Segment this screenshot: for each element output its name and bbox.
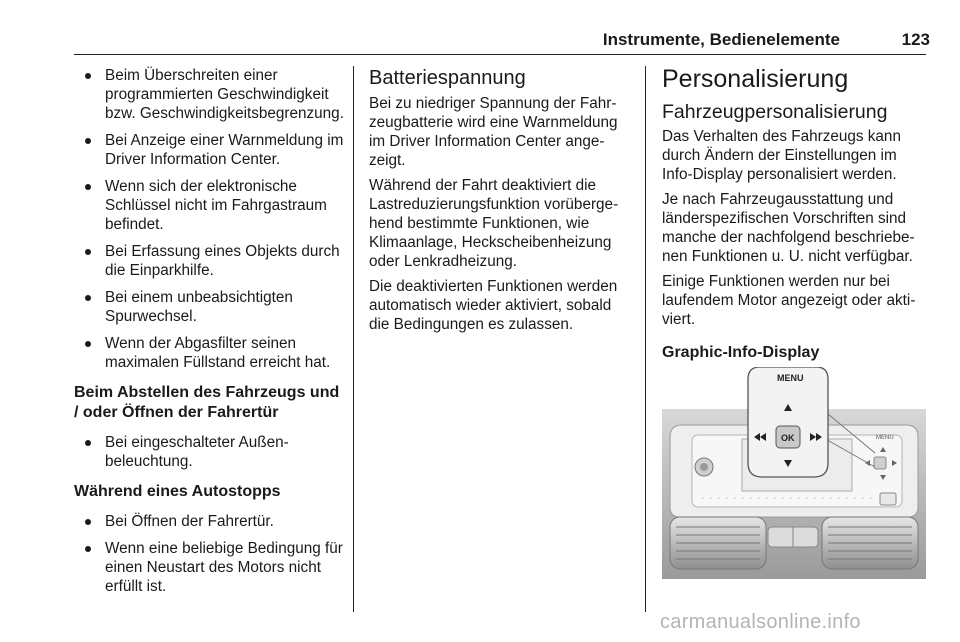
page-header-title: Instrumente, Bedienelemente [602, 30, 840, 49]
bullet-list-top [74, 66, 344, 372]
paragraph: Bei zu niedriger Spannung der Fahrzeugbatterie wird eine Warnmeldung im Driver Information Center angezeigt. [369, 95, 618, 169]
ok-label: OK [781, 433, 795, 443]
list-item: Bei einem unbeabsichtigten Spurwechsel. [74, 288, 344, 326]
column-3 [662, 64, 928, 373]
header-rule [74, 54, 926, 55]
section-heading-abstellen: Beim Abstellen des Fahrzeugs und / oder Öffnen der Fahrertür [74, 384, 340, 421]
section-heading-batteriespannung: Batteriespannung [369, 67, 526, 89]
dashboard-illustration [662, 367, 926, 579]
figure-graphic-info-display [662, 367, 926, 579]
list-item: Beim Überschreiten einer programmierten Geschwindigkeit bzw. Geschwindigkeitsbegrenzung. [74, 66, 344, 123]
list-item: Wenn sich der elektronische Schlüssel nicht im Fahrgastraum befindet. [74, 177, 344, 234]
page-number: 123 [901, 30, 930, 49]
paragraph: Die deaktivierten Funktionen werden automatisch wieder aktiviert, sobald die Bedingungen es zulassen. [369, 278, 618, 333]
column-divider-2 [645, 66, 646, 612]
paragraph: Das Verhalten des Fahrzeugs kann durch Ändern der Einstellungen im Info-Display personalisiert werden. [662, 128, 901, 183]
list-item: Wenn der Abgasfilter seinen maximalen Füllstand erreicht hat. [74, 334, 344, 372]
list-item: Bei Öffnen der Fahrertür. [74, 512, 344, 531]
small-menu-label: MENU [876, 435, 894, 441]
bullet-list-mid [74, 433, 344, 471]
watermark: carmanualsonline.info [660, 611, 861, 633]
list-item: Bei Anzeige einer Warnmeldung im Driver Information Center. [74, 131, 344, 169]
section-heading-fahrzeugpersonalisierung: Fahrzeugpersonalisierung [662, 101, 888, 123]
paragraph: Einige Funktionen werden nur bei laufendem Motor angezeigt oder aktiviert. [662, 273, 916, 328]
figure-heading: Graphic-Info-Display [662, 344, 820, 361]
bullet-list-bottom [74, 512, 344, 596]
section-heading-autostopp: Während eines Autostopps [74, 483, 281, 500]
paragraph: Während der Fahrt deaktiviert die Lastreduzierungsfunktion vorübergehend bestimmte Funktionen, wie Klimaanlage, Heckscheibenheizung oder Lenkradheizung. [369, 177, 619, 270]
menu-label: MENU [777, 373, 804, 383]
column-1 [74, 66, 344, 604]
column-2 [369, 66, 635, 340]
list-item: Bei eingeschalteter Außenbeleuchtung. [74, 433, 344, 471]
column-divider-1 [353, 66, 354, 612]
paragraph: Je nach Fahrzeugausstattung und länderspezifischen Vorschriften sind manche der nachfolgend beschriebenen Funktionen u. U. nicht verfügbar. [662, 191, 915, 265]
list-item: Wenn eine beliebige Bedingung für einen Neustart des Motors nicht erfüllt ist. [74, 539, 344, 596]
chapter-title: Personalisierung [662, 65, 849, 93]
list-item: Bei Erfassung eines Objekts durch die Einparkhilfe. [74, 242, 344, 280]
